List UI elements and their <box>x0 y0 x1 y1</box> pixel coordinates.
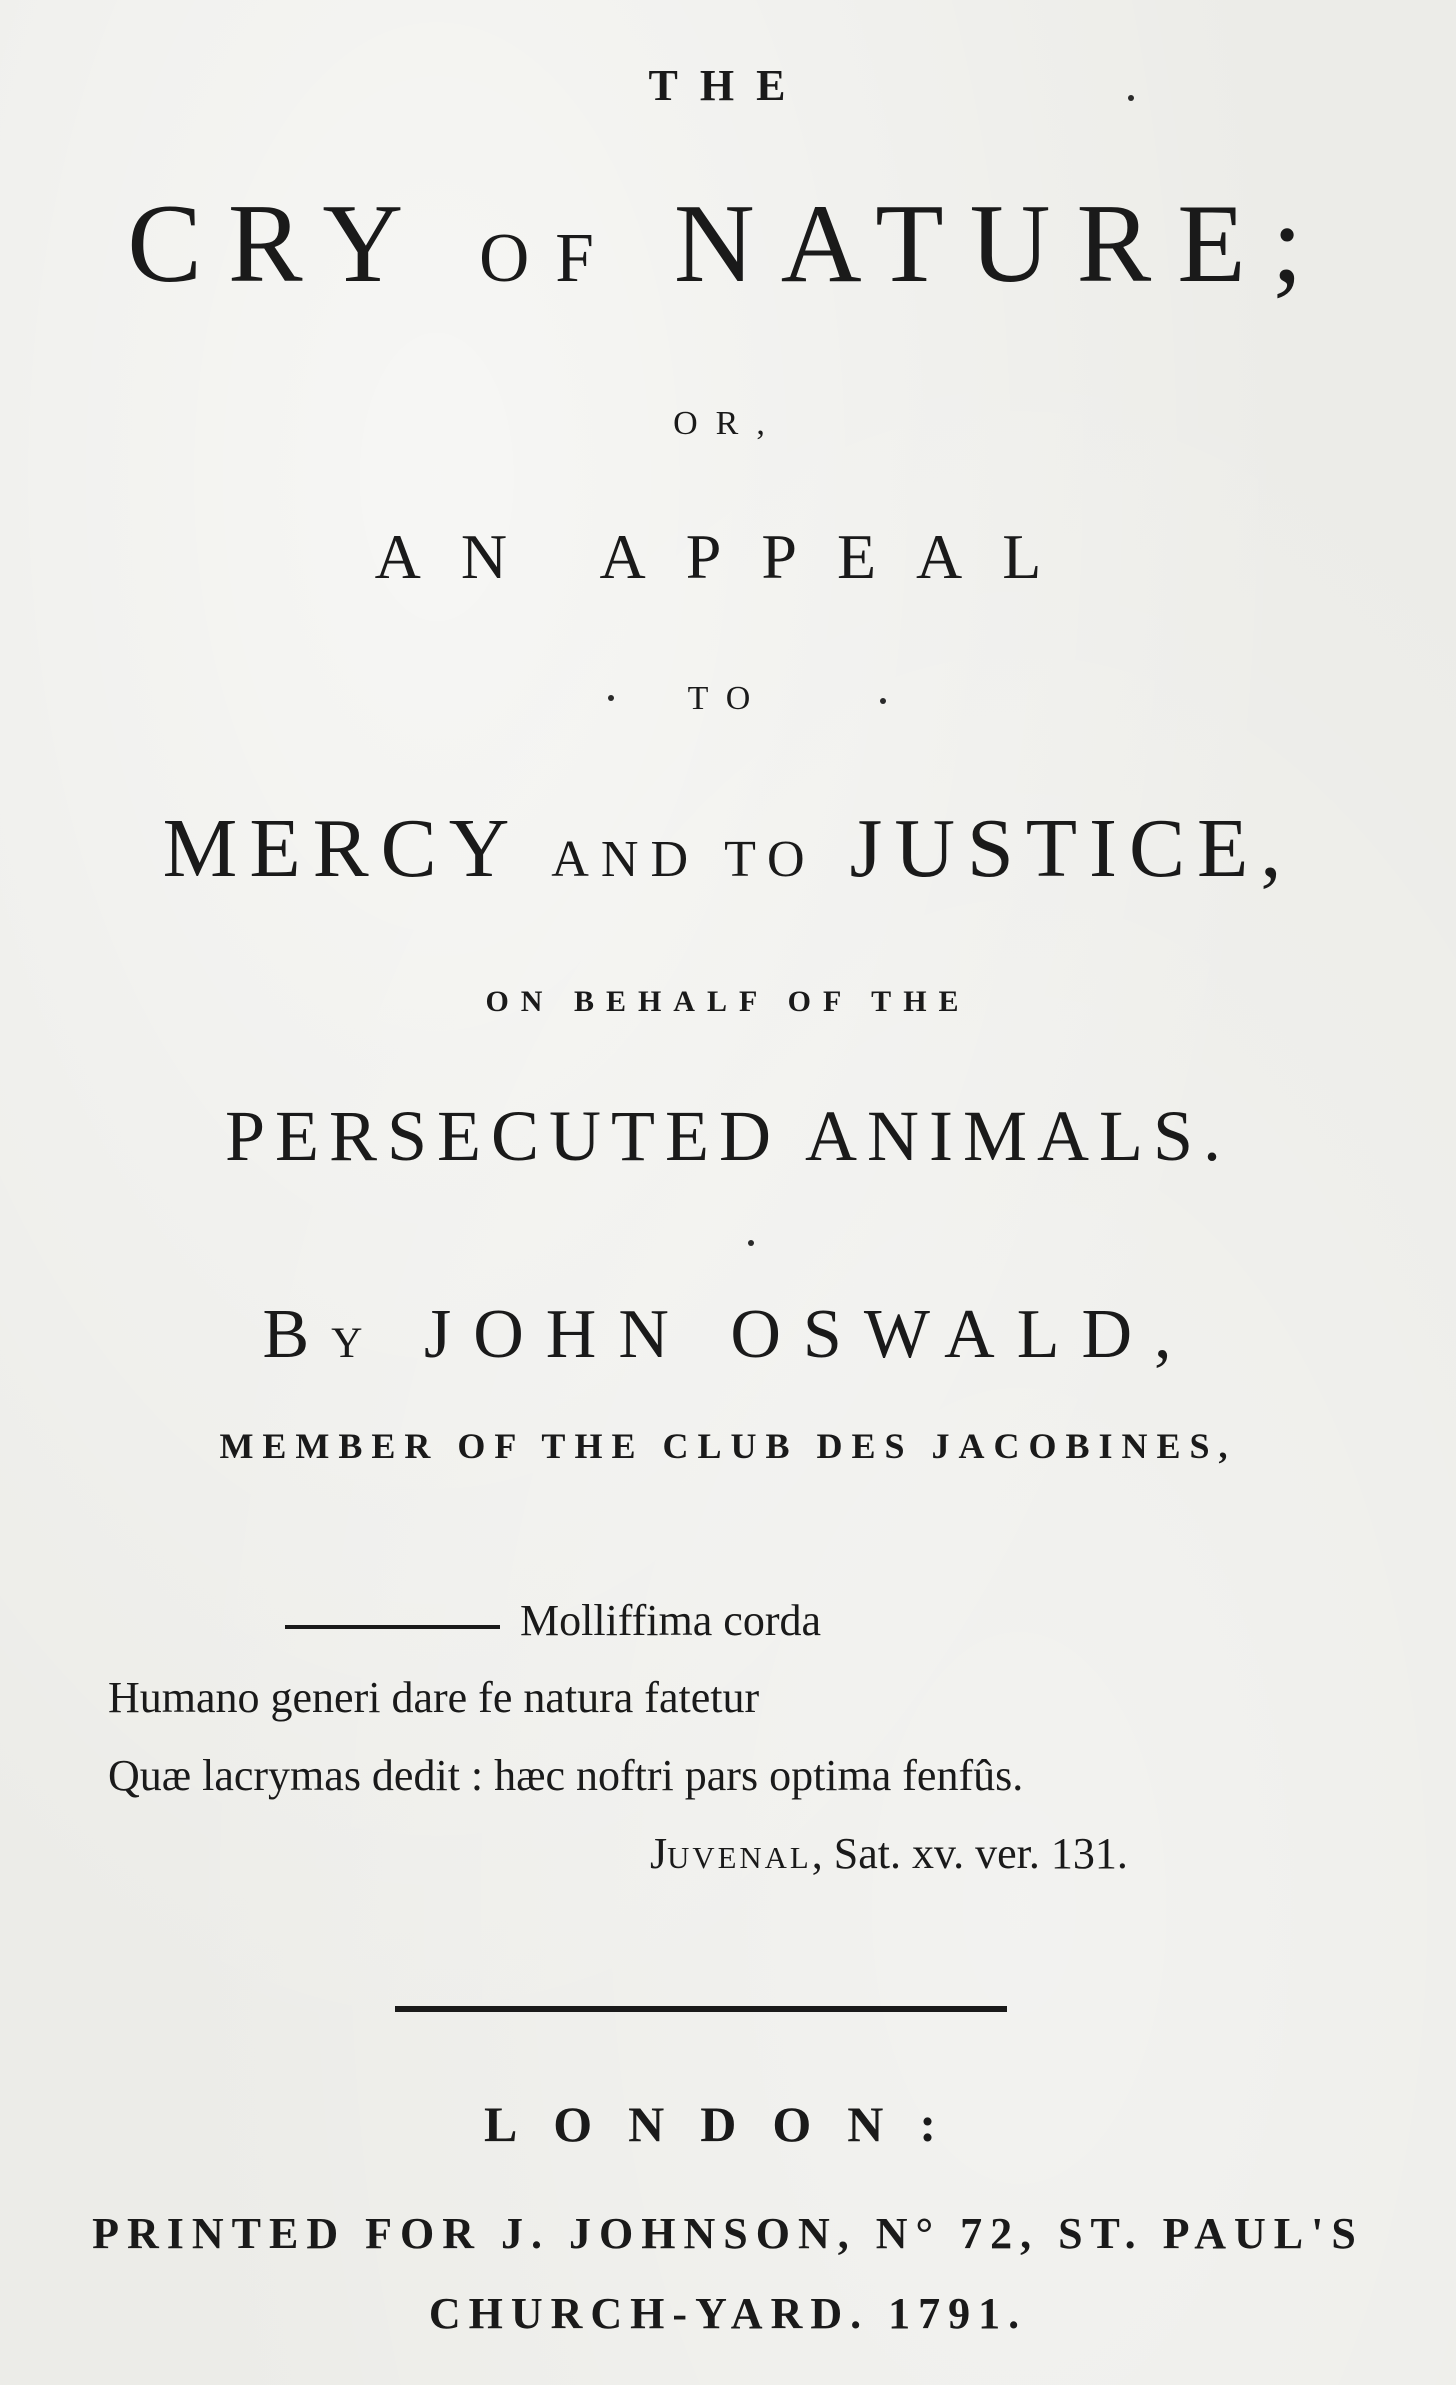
subtitle-appeal: AN APPEAL <box>374 521 1082 592</box>
subtitle-behalf: ON BEHALF OF THE <box>485 985 971 1018</box>
ink-speck <box>608 695 614 701</box>
subtitle-to: TO <box>687 680 769 717</box>
title-word-cry: CRY <box>127 182 426 306</box>
attribution-citation: , Sat. xv. ver. 131. <box>811 1829 1128 1878</box>
attribution-initial: J <box>650 1829 668 1878</box>
ink-speck <box>1128 95 1134 101</box>
author-line <box>0 1295 1456 1375</box>
subtitle-or: OR, <box>673 405 783 442</box>
imprint-city: LONDON: <box>483 2096 973 2152</box>
epigraph-dash <box>285 1625 500 1629</box>
word-mercy: MERCY <box>162 802 519 895</box>
epigraph-line-1: Molliffima corda <box>520 1596 821 1645</box>
author-affiliation: MEMBER OF THE CLUB DES JACOBINES, <box>219 1426 1237 1466</box>
author-name: JOHN OSWALD, <box>423 1296 1194 1373</box>
ink-speck <box>748 1240 754 1246</box>
subtitle-persecuted-animals: PERSECUTED ANIMALS. <box>224 1096 1232 1176</box>
epigraph-line-2: Humano generi dare fe natura fatetur <box>108 1673 760 1722</box>
imprint-rule <box>395 2006 1007 2012</box>
ink-speck <box>880 698 886 704</box>
epigraph-attribution <box>650 1828 1128 1879</box>
by-initial: B <box>262 1296 332 1373</box>
epigraph-line-3: Quæ lacrymas dedit : hæc noftri pars optima fenfûs. <box>108 1751 1024 1800</box>
by-rest: Y <box>331 1319 385 1367</box>
word-justice: JUSTICE, <box>849 802 1294 895</box>
subtitle-mercy-justice <box>0 800 1456 897</box>
main-title <box>0 180 1456 309</box>
title-article: THE <box>648 61 808 110</box>
imprint-address-date: CHURCH-YARD. 1791. <box>428 2289 1028 2338</box>
word-and-to: AND TO <box>551 831 817 888</box>
imprint-printer: PRINTED FOR J. JOHNSON, N° 72, ST. PAUL'S <box>92 2209 1364 2258</box>
title-word-of: OF <box>479 220 620 297</box>
attribution-name: UVENAL <box>667 1841 812 1875</box>
title-word-nature: NATURE; <box>673 182 1329 306</box>
